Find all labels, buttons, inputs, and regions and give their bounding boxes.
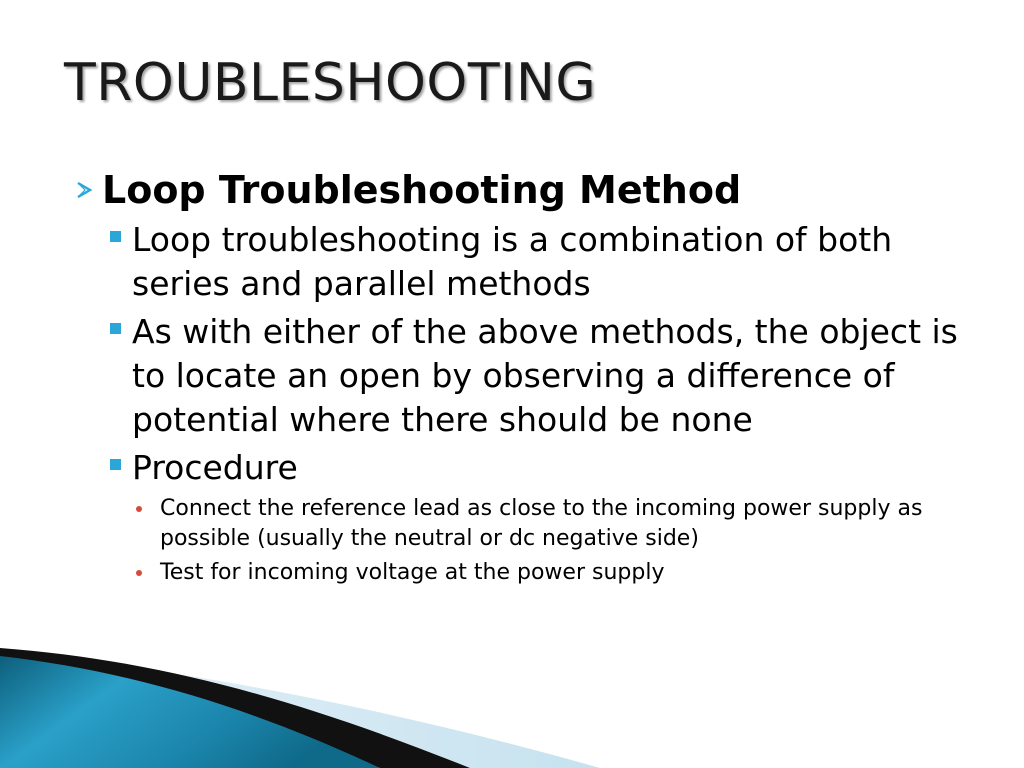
list-item bbox=[130, 310, 972, 442]
slide-body bbox=[72, 164, 972, 592]
list-item-text: Procedure bbox=[132, 448, 298, 487]
dot-bullet-icon bbox=[136, 570, 142, 576]
sub-list-item bbox=[158, 558, 972, 588]
square-bullet-icon bbox=[110, 459, 121, 470]
heading-item bbox=[72, 164, 972, 216]
heading-text: Loop Troubleshooting Method bbox=[102, 168, 742, 212]
sub-list-item bbox=[158, 494, 972, 554]
sub-list-item-text: Test for incoming voltage at the power supply bbox=[160, 560, 665, 585]
list-item bbox=[130, 218, 972, 306]
list-item-text: Loop troubleshooting is a combination of both series and parallel methods bbox=[132, 220, 893, 303]
slide-title: TROUBLESHOOTING bbox=[64, 53, 597, 113]
dot-bullet-icon bbox=[136, 506, 142, 512]
square-bullet-icon bbox=[110, 323, 121, 334]
sub-list-item-text: Connect the reference lead as close to the incoming power supply as possible (usually the neutral or dc negative side) bbox=[160, 496, 923, 551]
list-item-text: As with either of the above methods, the object is to locate an open by observing a difference of potential where there should be none bbox=[132, 312, 958, 439]
square-bullet-icon bbox=[110, 231, 121, 242]
list-item bbox=[130, 446, 972, 490]
arrowhead-bullet-icon bbox=[76, 181, 92, 199]
